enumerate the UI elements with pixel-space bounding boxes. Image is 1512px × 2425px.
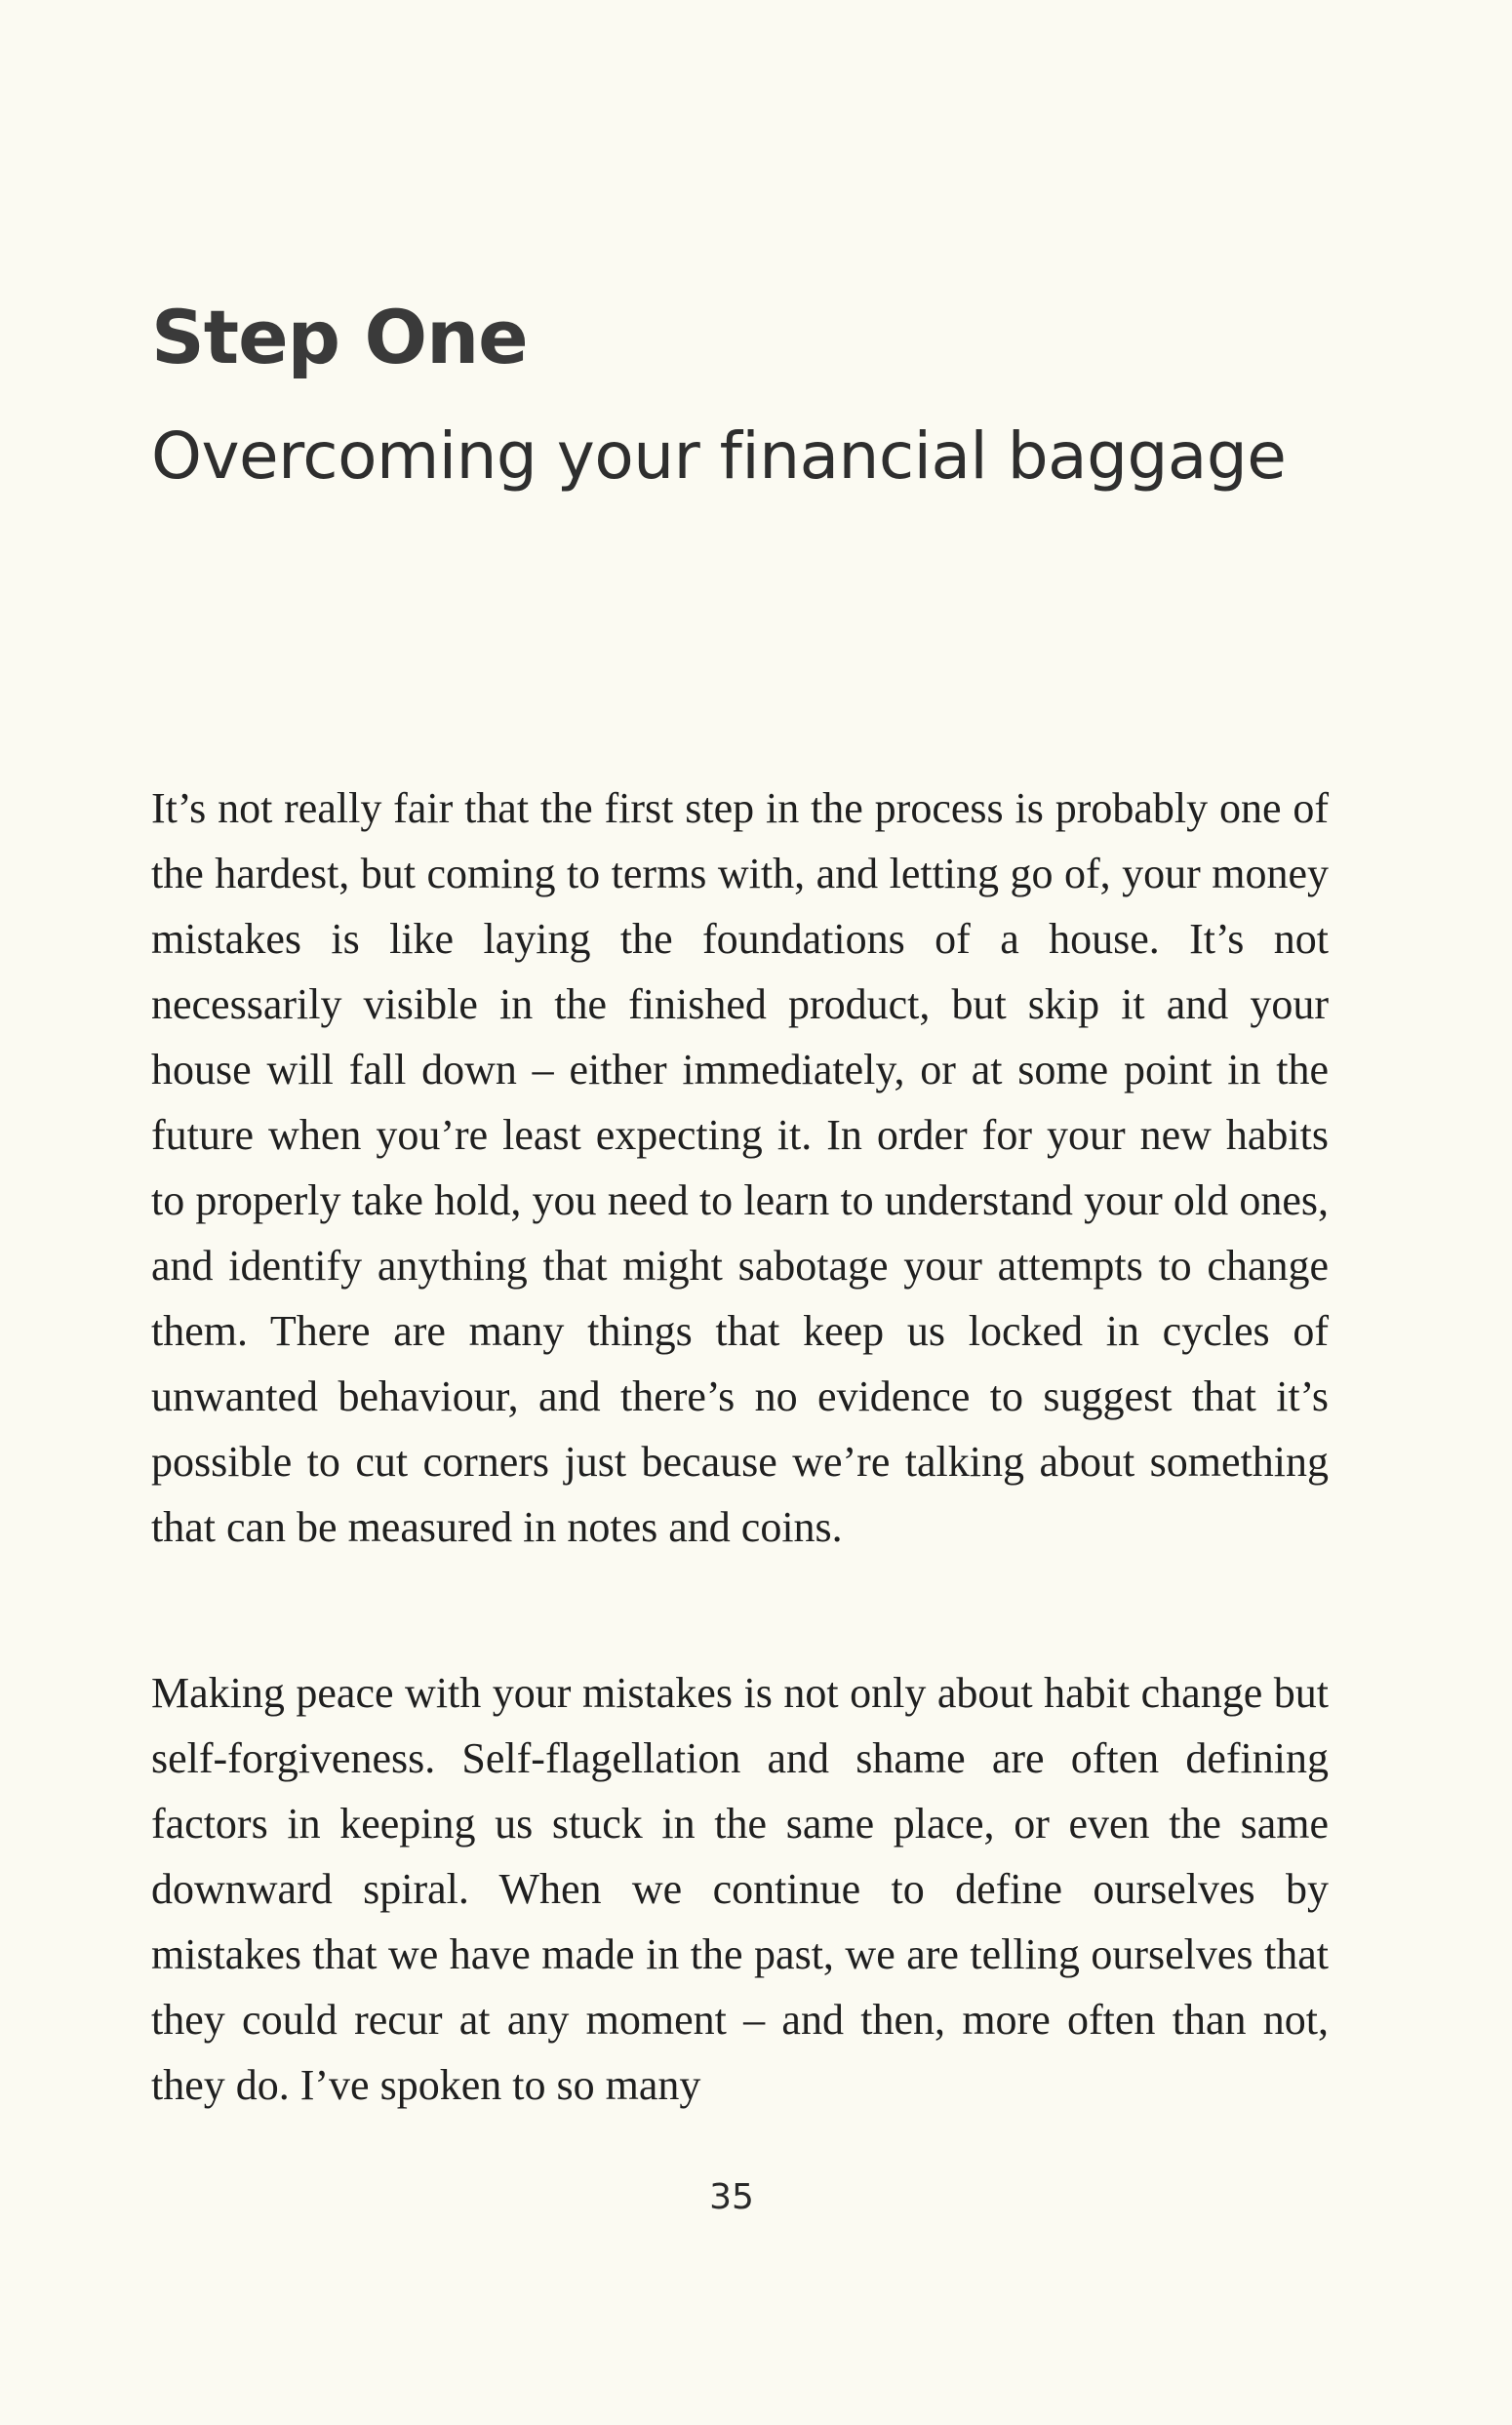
body-paragraph: Making peace with your mistakes is not only about habit change but self-forgiveness. Self-flagellation and shame are often defining factors in keeping us stuck in the same place, or even the same downward spiral. When we continue to define ourselves by mistakes that we have made in the past, we are telling ourselves that they could recur at any moment – and then, more often than not, they do. I’ve spoken to so many	[151, 1669, 1329, 2109]
page-number: 35	[709, 2177, 754, 2217]
step-label: Step One	[151, 294, 528, 380]
chapter-title: Overcoming your financial baggage	[151, 418, 1287, 494]
body-paragraph: It’s not really fair that the first step in the process is probably one of the hardest, but coming to terms with, and letting go of, your money mistakes is like laying the foundations of a house. It’s not necessarily visible in the finished product, but skip it and your house will fall down – either immediately, or at some point in the future when you’re least expecting it. In order for your new habits to properly take hold, you need to learn to understand your old ones, and identify anything that might sabotage your attempts to change them. There are many things that keep us locked in cycles of unwanted behaviour, and there’s no evidence to suggest that it’s possible to cut corners just because we’re talking about something that can be measured in notes and coins.	[151, 784, 1329, 1551]
